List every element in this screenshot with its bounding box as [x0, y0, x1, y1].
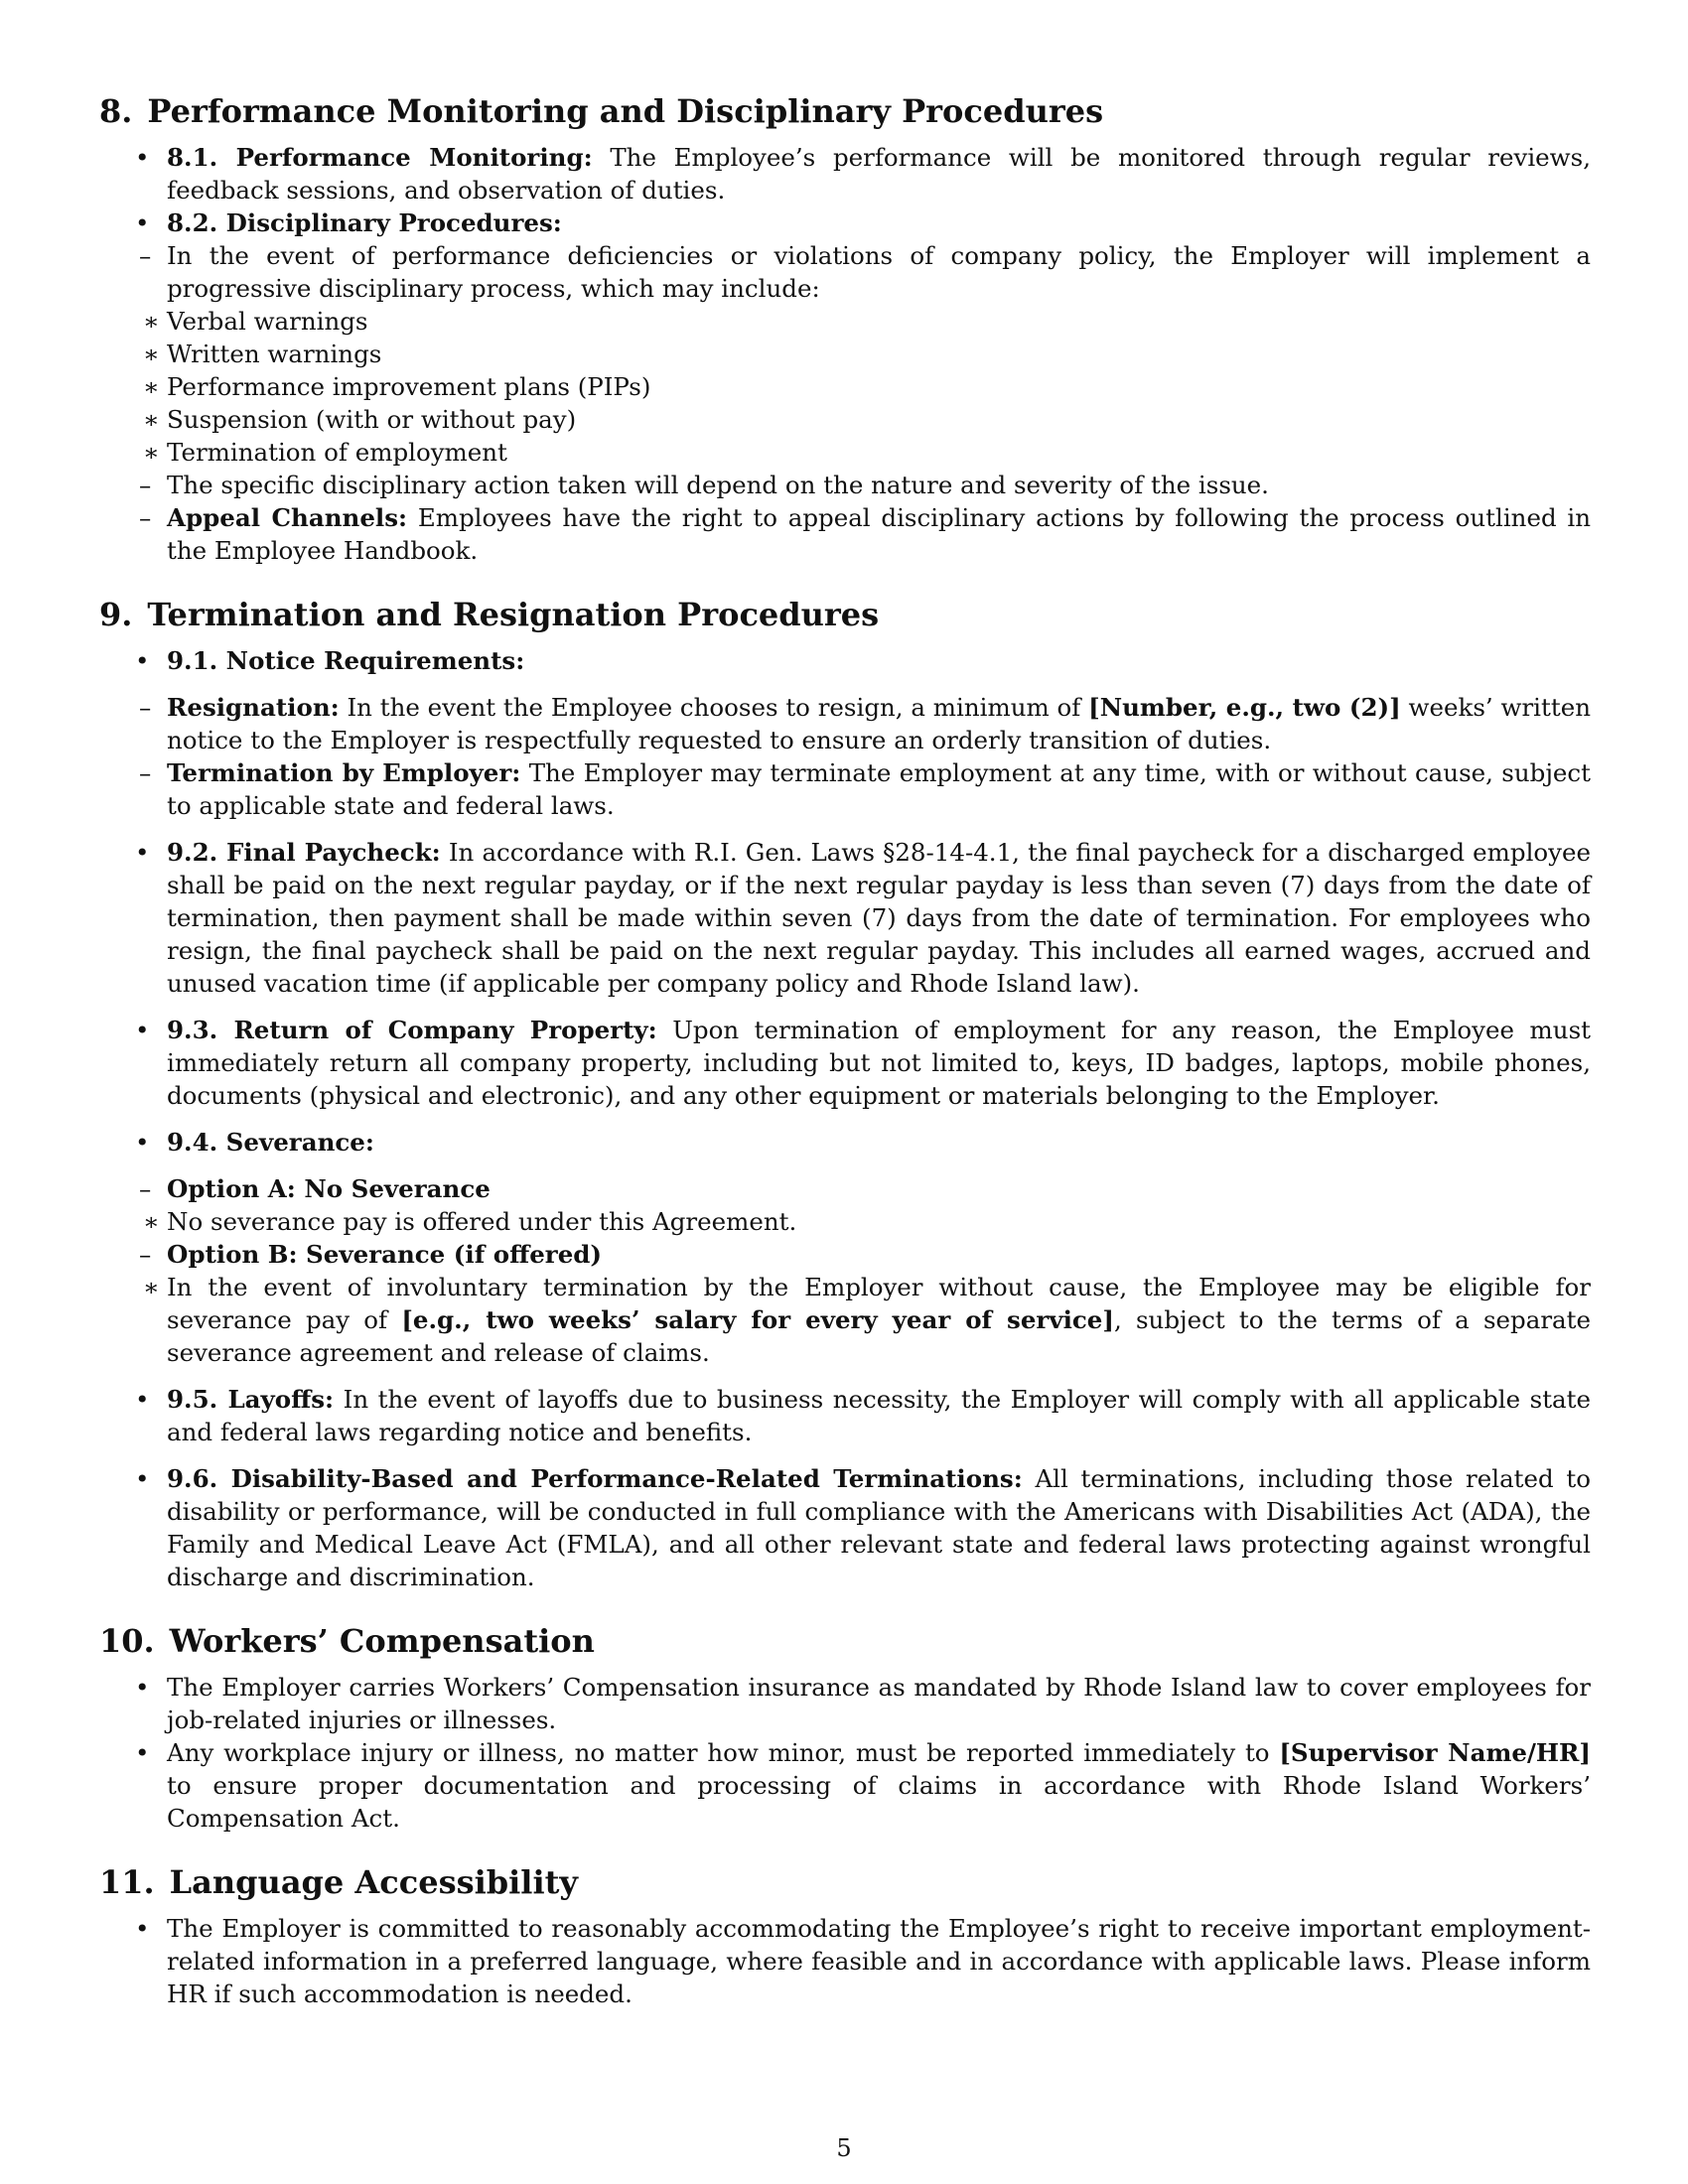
- bullet-marker: •: [135, 1128, 150, 1157]
- item-text: The Employer is committed to reasonably accommodating the Employee’s right to receive important employment-related information in a preferred language, where feasible and in accordance with applicable laws. Please inform HR if such accommodation is needed.: [167, 1914, 1591, 2008]
- section-list: [99, 141, 1591, 567]
- section-9: [99, 595, 1591, 1593]
- document-page: [99, 91, 1591, 2038]
- step-item: ∗ Suspension (with or without pay): [143, 405, 577, 434]
- sub-item: – Termination by Employer: The Employer may terminate employment at any time, with or without cause, subject to applicable state and federal laws.: [139, 758, 1591, 820]
- bullet-marker: •: [135, 1914, 150, 1943]
- bullet-marker: •: [135, 1673, 150, 1702]
- item-text: The Employer carries Workers’ Compensation insurance as mandated by Rhode Island law to cover employees for job-related injuries or illnesses.: [167, 1673, 1591, 1734]
- dash-marker: –: [139, 1174, 152, 1203]
- section-list: [99, 1671, 1591, 1835]
- bullet-marker: •: [135, 646, 150, 675]
- item-label: 9.3. Return of Company Property:: [167, 1016, 657, 1044]
- item-label: Termination by Employer:: [167, 758, 521, 787]
- section-list: [99, 644, 1591, 1593]
- sub-list: [139, 239, 1591, 567]
- list-item: [99, 1462, 1591, 1593]
- star-marker: ∗: [143, 1207, 160, 1236]
- section-heading: 8. Performance Monitoring and Disciplinary Procedures: [99, 92, 1104, 130]
- sub-list: [139, 691, 1591, 822]
- item-label: 9.4. Severance:: [167, 1128, 374, 1157]
- step-list: [143, 1205, 1591, 1238]
- placeholder-field: [Number, e.g., two (2)]: [1088, 693, 1401, 722]
- list-item: [99, 1014, 1591, 1112]
- sub-item: [105, 1238, 1591, 1369]
- item-label: 9.1. Notice Requirements:: [167, 646, 525, 675]
- item-label: Option A: No Severance: [167, 1174, 491, 1203]
- dash-marker: –: [139, 241, 152, 270]
- sub-item: – Resignation: In the event the Employee chooses to resign, a minimum of [Number, e.g., two (2)] weeks’ written notice to the Employer is respectfully requested to ensure an orderly transition of duties.: [139, 693, 1591, 754]
- step-item: ∗ Termination of employment: [143, 438, 507, 467]
- placeholder-field: [Supervisor Name/HR]: [1279, 1738, 1592, 1767]
- step-item: ∗ Written warnings: [143, 340, 382, 368]
- step-list: [143, 1271, 1591, 1369]
- item-label: 9.6. Disability-Based and Performance-Related Terminations:: [167, 1464, 1023, 1493]
- sub-item: [105, 1172, 1591, 1238]
- section-8: [99, 91, 1591, 567]
- star-marker: ∗: [143, 1273, 160, 1301]
- item-text: The specific disciplinary action taken will depend on the nature and severity of the issue.: [167, 471, 1269, 499]
- star-marker: ∗: [143, 307, 160, 336]
- list-item: [99, 1671, 1591, 1736]
- item-text: All terminations, including those related to disability or performance, will be conducted in full compliance with the Americans with Disabilities Act (ADA), the Family and Medical Leave Act (FMLA), and all other relevant state and federal laws protecting against wrongful discharge and discrimination.: [167, 1464, 1591, 1591]
- bullet-marker: •: [135, 143, 150, 172]
- item-label: Resignation:: [167, 693, 340, 722]
- step-item: ∗ In the event of involuntary termination by the Employer without cause, the Employee may be eligible for severance pay of [e.g., two weeks’ salary for every year of service], subject to the terms of a separate severance agreement and release of claims.: [143, 1273, 1591, 1367]
- step-item: ∗ No severance pay is offered under this Agreement.: [143, 1207, 797, 1236]
- sub-list: [139, 1172, 1591, 1369]
- section-list: [99, 1912, 1591, 2010]
- page-number: 5: [836, 2134, 852, 2162]
- dash-marker: –: [139, 758, 152, 787]
- item-label: Option B: Severance (if offered): [167, 1240, 603, 1269]
- bullet-marker: •: [135, 1385, 150, 1414]
- dash-marker: –: [139, 693, 152, 722]
- list-item: [99, 206, 1591, 567]
- dash-marker: –: [139, 471, 152, 499]
- list-item: [99, 1383, 1591, 1448]
- bullet-marker: •: [135, 1464, 150, 1493]
- star-marker: ∗: [143, 372, 160, 401]
- item-text: In accordance with R.I. Gen. Laws §28-14-4.1, the final paycheck for a discharged employee shall be paid on the next regular payday, or if the next regular payday is less than seven (7) days from the date of termination, then payment shall be made within seven (7) days from the date of termination. For employees who resign, the final paycheck shall be paid on the next regular payday. This includes all earned wages, accrued and unused vacation time (if applicable per company policy and Rhode Island law).: [167, 838, 1591, 998]
- bullet-marker: •: [135, 1016, 150, 1044]
- list-item: [99, 1126, 1591, 1369]
- section-heading: 11. Language Accessibility: [99, 1863, 578, 1901]
- item-text: Upon termination of employment for any reason, the Employee must immediately return all company property, including but not limited to, keys, ID badges, laptops, mobile phones, documents (physical and electronic), and any other equipment or materials belonging to the Employer.: [167, 1016, 1591, 1110]
- star-marker: ∗: [143, 405, 160, 434]
- section-11: [99, 1862, 1591, 2010]
- list-item: • Any workplace injury or illness, no matter how minor, must be reported immediately to [Supervisor Name/HR] to ensure proper documentation and processing of claims in accordance with Rhode Island Workers’ Compensation Act.: [135, 1738, 1592, 1833]
- star-marker: ∗: [143, 340, 160, 368]
- item-text: The Employee’s performance will be monitored through regular reviews, feedback sessions, and observation of duties.: [167, 143, 1591, 205]
- item-label: 8.1. Performance Monitoring:: [167, 143, 593, 172]
- list-item: [99, 644, 1591, 822]
- list-item: [99, 1912, 1591, 2010]
- item-label: Appeal Channels:: [167, 503, 408, 532]
- item-text: In the event of layoffs due to business necessity, the Employer will comply with all applicable state and federal laws regarding notice and benefits.: [167, 1385, 1591, 1446]
- dash-marker: –: [139, 1240, 152, 1269]
- step-list: [143, 305, 1591, 469]
- list-item: [99, 836, 1591, 1000]
- section-heading: 9. Termination and Resignation Procedures: [99, 596, 880, 633]
- star-marker: ∗: [143, 438, 160, 467]
- sub-item: [105, 469, 1591, 501]
- bullet-marker: •: [135, 838, 150, 867]
- item-text: Employees have the right to appeal disciplinary actions by following the process outlined in the Employee Handbook.: [167, 503, 1591, 565]
- bullet-marker: •: [135, 1738, 150, 1767]
- item-label: 9.2. Final Paycheck:: [167, 838, 441, 867]
- section-heading: 10. Workers’ Compensation: [99, 1622, 595, 1660]
- item-text: In the event of performance deficiencies or violations of company policy, the Employer will implement a progressive disciplinary process, which may include:: [167, 241, 1591, 303]
- section-10: [99, 1621, 1591, 1835]
- item-label: 9.5. Layoffs:: [167, 1385, 335, 1414]
- step-item: ∗ Performance improvement plans (PIPs): [143, 372, 651, 401]
- dash-marker: –: [139, 503, 152, 532]
- sub-item: [105, 501, 1591, 567]
- bullet-marker: •: [135, 208, 150, 237]
- sub-item: [105, 239, 1591, 469]
- step-item: ∗ Verbal warnings: [143, 307, 368, 336]
- placeholder-field: [e.g., two weeks’ salary for every year of service]: [401, 1305, 1114, 1334]
- list-item: [99, 141, 1591, 206]
- item-label: 8.2. Disciplinary Procedures:: [167, 208, 562, 237]
